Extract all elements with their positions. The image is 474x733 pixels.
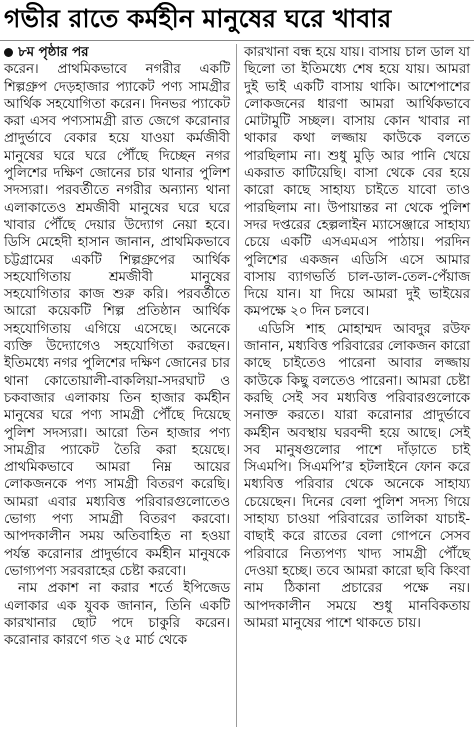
right-paragraph-2: এডিসি শাহ মোহাম্মদ আবদুর রউফ জানান, মধ্যবিত্ত পরিবারের লোকজন কারো কাছে চাইতেও পারেনা আবার লজ্জায় কাউকে কিছু বলতেও পারেনা। আমরা চেষ্টা করছি সেই সব মধ্যবিত্ত পরিবারগুলোকে সনাক্ত করতে। যারা করোনার প্রাদুর্ভাবে কর্মহীন অবস্থায় ঘরবন্দী হয়ে আছে। সেই সব মানুষগুলোর পাশে দাঁড়াতে চাই সিএমপি। সিএমপি’র হটলাইনে ফোন করে মধ্যবিত্ত পরিবার থেকে অনেকে সাহায্য চেয়েছেন। দিনের বেলা পুলিশ সদস্য গিয়ে সাহায্য চাওয়া পরিবারের তালিকা যাচাই-বাছাই করে রাতের বেলা গোপনে সেসব পরিবারে নিত্যপণ্য খাদ্য সামগ্রী পৌঁছে দেওয়া হচ্ছে। তবে আমরা কারো ছবি কিংবা নাম ঠিকানা প্রচারের পক্ষে নয়। আপদকালীন সময়ে শুধু মানবিকতায় আমরা মানুষের পাশে থাকতে চায়।: [244, 321, 470, 631]
left-paragraph-1: করেন। প্রাথমিকভাবে নগরীর একটি শিল্পগ্রুপ দেড়হাজার প্যাকেট পণ্য সামগ্রীর আর্থিক সহযোগিতা করেন। দিনভর প্যাকেট করা এসব পণ্যসামগ্রী রাত জেগে করোনার প্রাদুর্ভাবে বেকার হয়ে যাওয়া কর্মজীবী মানুষের ঘরে ঘরে পৌঁছে দিচ্ছেন নগর পুলিশের দক্ষিণ জোনের চার থানার পুলিশ সদস্যরা। পরবর্তীতে নগরীর অন্যান্য থানা এলাকাতেও শ্রমজীবী মানুষের ঘরে ঘরে খাবার পৌঁছে দেয়ার উদ্যোগ নেয়া হবে। ডিসি মেহেদী হাসান জানান, প্রাথমিকভাবে চট্টগ্রামের একটি শিল্পগ্রুপের আর্থিক সহযোগিতায় শ্রমজীবী মানুষের সহযোগিতার কাজ শুরু করি। পরবর্তীতে আরো কয়েকটি শিল্প প্রতিষ্ঠান আর্থিক সহযোগিতায় এগিয়ে এসেছে। অনেকে ব্যক্তি উদ্যোগেও সহযোগিতা করছেন। ইতিমধ্যে নগর পুলিশের দক্ষিণ জোনের চার থানা কোতোয়ালী-বাকলিয়া-সদরঘাট ও চকবাজার এলাকায় তিন হাজার কর্মহীন মানুষের ঘরে পণ্য সামগ্রী পৌঁছে দিয়েছে পুলিশ সদস্যরা। আরো তিন হাজার পণ্য সামগ্রীর প্যাকেট তৈরি করা হয়েছে। প্রাথমিকভাবে আমরা নিম্ন আয়ের লোকজনকে পণ্য সামগ্রী বিতরণ করেছি। আমরা এবার মধ্যবিত্ত পরিবারগুলোতেও ভোগ্য পণ্য সামগ্রী বিতরণ করবো। আপদকালীন সময় অতিবাহিত না হওয়া পর্যন্ত করোনার প্রাদুর্ভাবে কর্মহীন মানুষকে ভোগ্যপণ্য সরবরাহের চেষ্টা করবো।: [4, 62, 230, 579]
continuation-line: [4, 44, 230, 61]
bullet-icon: [4, 48, 13, 57]
column-divider: [236, 44, 237, 727]
left-column: [4, 44, 230, 649]
continued-from-label: ৮ম পৃষ্ঠার পর: [18, 45, 89, 60]
right-column: [244, 44, 470, 632]
right-paragraph-1: কারখানা বন্ধ হয়ে যায়। বাসায় চাল ডাল যা ছিলো তা ইতিমধ্যে শেষ হয়ে যায়। আমরা দুই ভাই একটি বাসায় থাকি। আশেপাশের লোকজনের ধারণা আমরা আর্থিকভাবে মোটামুটি সচ্ছল। বাসায় কোন খাবার না থাকার কথা লজ্জায় কাউকে বলতে পারছিলাম না। শুধু মুড়ি আর পানি খেয়ে একরাত কাটিয়েছি। বাসা থেকে বের হয়ে কারো কাছে সাহায্য চাইতে যাবো তাও পারছিলাম না। উপায়ান্তর না থেকে পুলিশ সদর দপ্তরের হেল্পলাইন ম্যাসেঞ্জারে সাহায্য চেয়ে একটি এসএমএস পাঠায়। পরদিন পুলিশের একজন এডিসি এসে আমার বাসায় ব্যাগভর্তি চাল-ডাল-তেল-পেঁয়াজ দিয়ে যান। যা দিয়ে আমরা দুই ভাইয়ের কমপক্ষে ২০ দিন চলবে।: [244, 45, 470, 320]
headline: গভীর রাতে কর্মহীন মানুষের ঘরে খাবার: [4, 4, 392, 33]
headline-rule: [0, 40, 474, 41]
left-paragraph-2: নাম প্রকাশ না করার শর্তে ইপিজেড এলাকার এক যুবক জানান, তিনি একটি কারখানার ছোট পদে চাকুরি করেন। করোনার কারণে গত ২৫ মার্চ থেকে: [4, 581, 230, 649]
